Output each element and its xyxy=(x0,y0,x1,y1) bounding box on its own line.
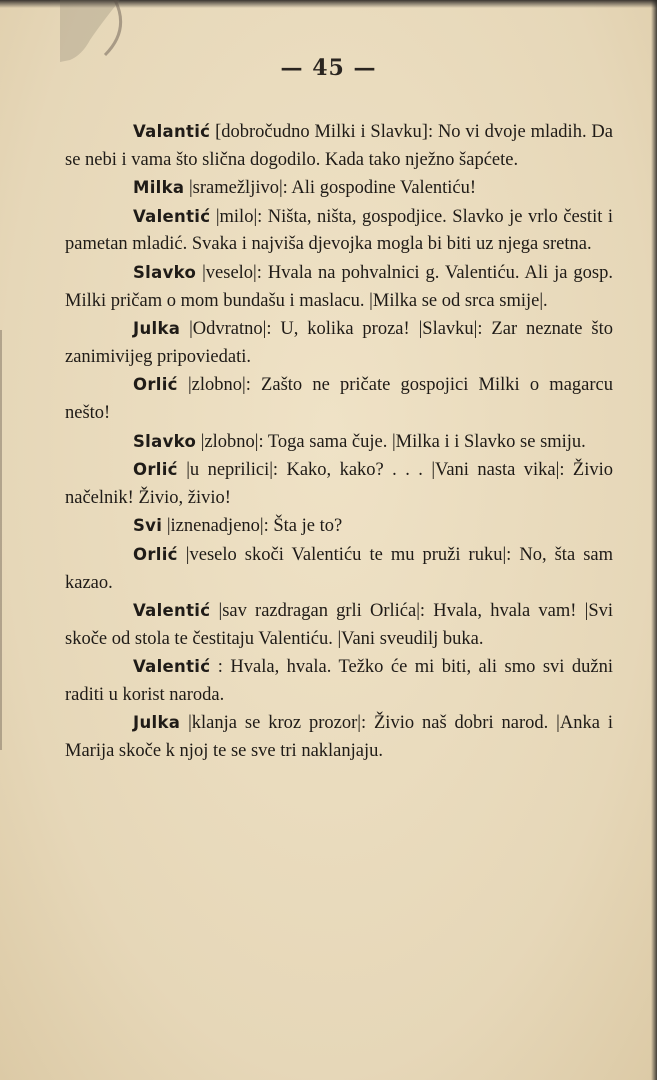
speaker-name: Valentić xyxy=(133,206,211,226)
page-number: — 45 — xyxy=(280,55,377,81)
dialogue-paragraph xyxy=(65,118,613,174)
dialogue-paragraph xyxy=(65,541,613,597)
dialogue-line: |iznenadjeno|: Šta je to? xyxy=(162,516,343,537)
dialogue-line: |zlobno|: Zašto ne pričate gospojici Milki o magarcu nešto! xyxy=(65,375,613,423)
speaker-name: Slavko xyxy=(133,262,197,282)
dialogue-line: : Hvala, hvala. Težko će mi biti, ali smo svi dužni raditi u korist naroda. xyxy=(65,657,613,705)
dialogue-paragraph xyxy=(65,315,613,371)
dialogue-line: |u neprilici|: Kako, kako? . . . |Vani nasta vika|: Živio načelnik! Živio, živio! xyxy=(65,460,613,508)
speaker-name: Valentić xyxy=(133,601,211,621)
speaker-name: Slavko xyxy=(133,431,197,451)
speaker-name: Valentić xyxy=(133,657,211,677)
dialogue-paragraph xyxy=(65,597,613,653)
dialogue-paragraph xyxy=(65,709,613,765)
dialogue-paragraph xyxy=(65,174,613,203)
dialogue-paragraph xyxy=(65,512,613,541)
spine-shadow xyxy=(0,330,12,750)
dialogue-paragraph xyxy=(65,428,613,457)
dialogue-line: |zlobno|: Toga sama čuje. |Milka i i Slavko se smiju. xyxy=(196,431,586,452)
dialogue-line: |sav razdragan grli Orlića|: Hvala, hvala vam! |Svi skoče od stola te čestitaju Valentiću. |Vani sveudilj buka. xyxy=(65,601,613,649)
speaker-name: Milka xyxy=(133,178,185,198)
speaker-name: Orlić xyxy=(133,460,178,480)
speaker-name: Orlić xyxy=(133,375,178,395)
dialogue-paragraph xyxy=(65,203,613,259)
dialogue-line: |milo|: Ništa, ništa, gospodjice. Slavko je vrlo čestit i pametan mladić. Svaka i najviša djevojka mogla bi biti uz njega sretna. xyxy=(65,206,613,255)
dialogue-text xyxy=(65,118,613,766)
speaker-name: Julka xyxy=(133,713,181,733)
dialogue-line: [dobročudno Milki i Slavku]: No vi dvoje mladih. Da se nebi i vama što slična dogodilo. Kada tako nježno šapćete. xyxy=(65,122,613,170)
scan-edge-right xyxy=(651,0,657,1080)
dialogue-line: |sramežljivo|: Ali gospodine Valentiću! xyxy=(184,178,477,199)
dialogue-paragraph xyxy=(65,259,613,315)
speaker-name: Orlić xyxy=(133,544,178,564)
dialogue-line: |klanja se kroz prozor|: Živio naš dobri narod. |Anka i Marija skoče k njoj te se sve tri naklanjaju. xyxy=(65,713,613,762)
dialogue-line: |veselo skoči Valentiću te mu pruži ruku|: No, šta sam kazao. xyxy=(65,544,613,593)
speaker-name: Svi xyxy=(133,516,163,536)
dialogue-line: |veselo|: Hvala na pohvalnici g. Valentiću. Ali ja gosp. Milki pričam o mom bundašu i maslacu. |Milka se od srca smije|. xyxy=(65,262,613,311)
dialogue-line: |Odvratno|: U, kolika proza! |Slavku|: Zar neznate što zanimivijeg pripoviedati. xyxy=(65,319,613,367)
speaker-name: Valantić xyxy=(133,122,211,141)
dialogue-paragraph xyxy=(65,456,613,512)
dialogue-paragraph xyxy=(65,653,613,709)
dialogue-paragraph xyxy=(65,371,613,427)
speaker-name: Julka xyxy=(133,319,181,339)
